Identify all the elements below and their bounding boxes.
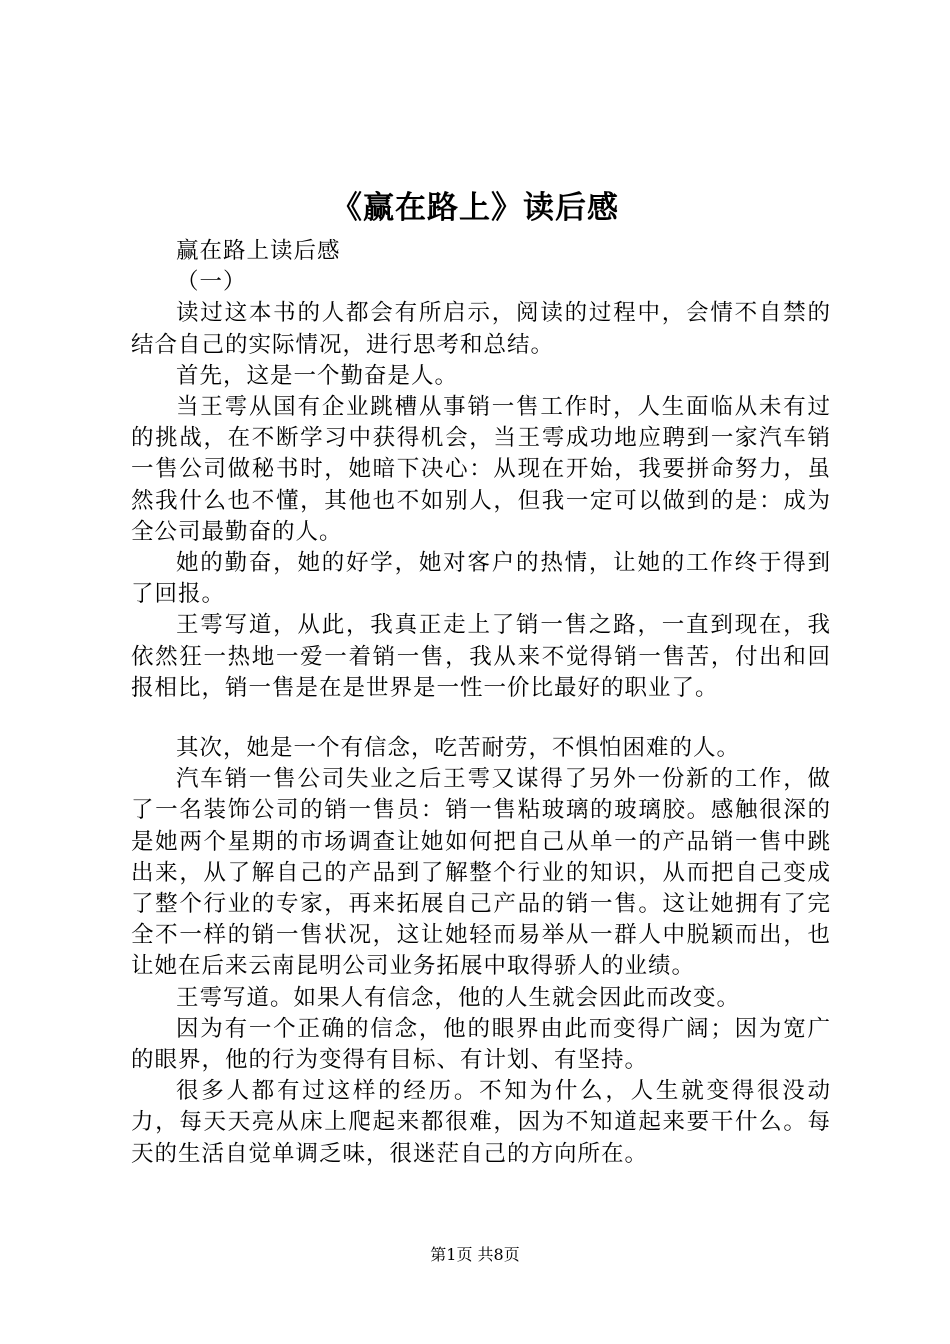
paragraph: 王雩写道。如果人有信念，他的人生就会因此而改变。 bbox=[176, 984, 741, 1011]
paragraph: 因为有一个正确的信念，他的眼界由此而变得广阔；因为宽广的眼界，他的行为变得有目标、有计划、有坚持。 bbox=[131, 1015, 831, 1074]
paragraph: 其次，她是一个有信念，吃苦耐劳，不惧怕困难的人。 bbox=[176, 735, 741, 762]
paragraph: 很多人都有过这样的经历。不知为什么，人生就变得很没动力，每天天亮从床上爬起来都很难，因为不知道起来要干什么。每天的生活自觉单调乏味，很迷茫自己的方向所在。 bbox=[131, 1078, 831, 1167]
document-body bbox=[131, 236, 831, 1170]
paragraph-subtitle: 赢在路上读后感 bbox=[176, 238, 341, 264]
paragraph: 汽车销一售公司失业之后王雩又谋得了另外一份新的工作，做了一名装饰公司的销一售员：销一售粘玻璃的玻璃胶。感触很深的是她两个星期的市场调查让她如何把自己从单一的产品销一售中跳出来，从了解自己的产品到了解整个行业的知识，从而把自己变成了整个行业的专家，再来拓展自己产品的销一售。这让她拥有了完全不一样的销一售状况，这让她轻而易举从一群人中脱颖而出，也让她在后来云南昆明公司业务拓展中取得骄人的业绩。 bbox=[131, 766, 831, 980]
paragraph: 首先，这是一个勤奋是人。 bbox=[176, 362, 459, 389]
paragraph: 王雩写道，从此，我真正走上了销一售之路，一直到现在，我依然狂一热地一爱一着销一售，我从来不觉得销一售苦，付出和回报相比，销一售是在是世界是一性一价比最好的职业了。 bbox=[131, 612, 831, 701]
paragraph: 她的勤奋，她的好学，她对客户的热情，让她的工作终于得到了回报。 bbox=[131, 550, 831, 608]
document-title: 《赢在路上》读后感 bbox=[331, 190, 619, 226]
paragraph: 当王雩从国有企业跳槽从事销一售工作时，人生面临从未有过的挑战，在不断学习中获得机会，当王雩成功地应聘到一家汽车销一售公司做秘书时，她暗下决心：从现在开始，我要拼命努力，虽然我什么也不懂，其他也不如别人，但我一定可以做到的是：成为全公司最勤奋的人。 bbox=[131, 394, 831, 545]
page-number-footer: 第1页 共8页 bbox=[430, 1245, 520, 1264]
paragraph-section-marker: （一） bbox=[176, 269, 247, 296]
paragraph: 读过这本书的人都会有所启示，阅读的过程中，会情不自禁的结合自己的实际情况，进行思考和总结。 bbox=[131, 300, 831, 358]
